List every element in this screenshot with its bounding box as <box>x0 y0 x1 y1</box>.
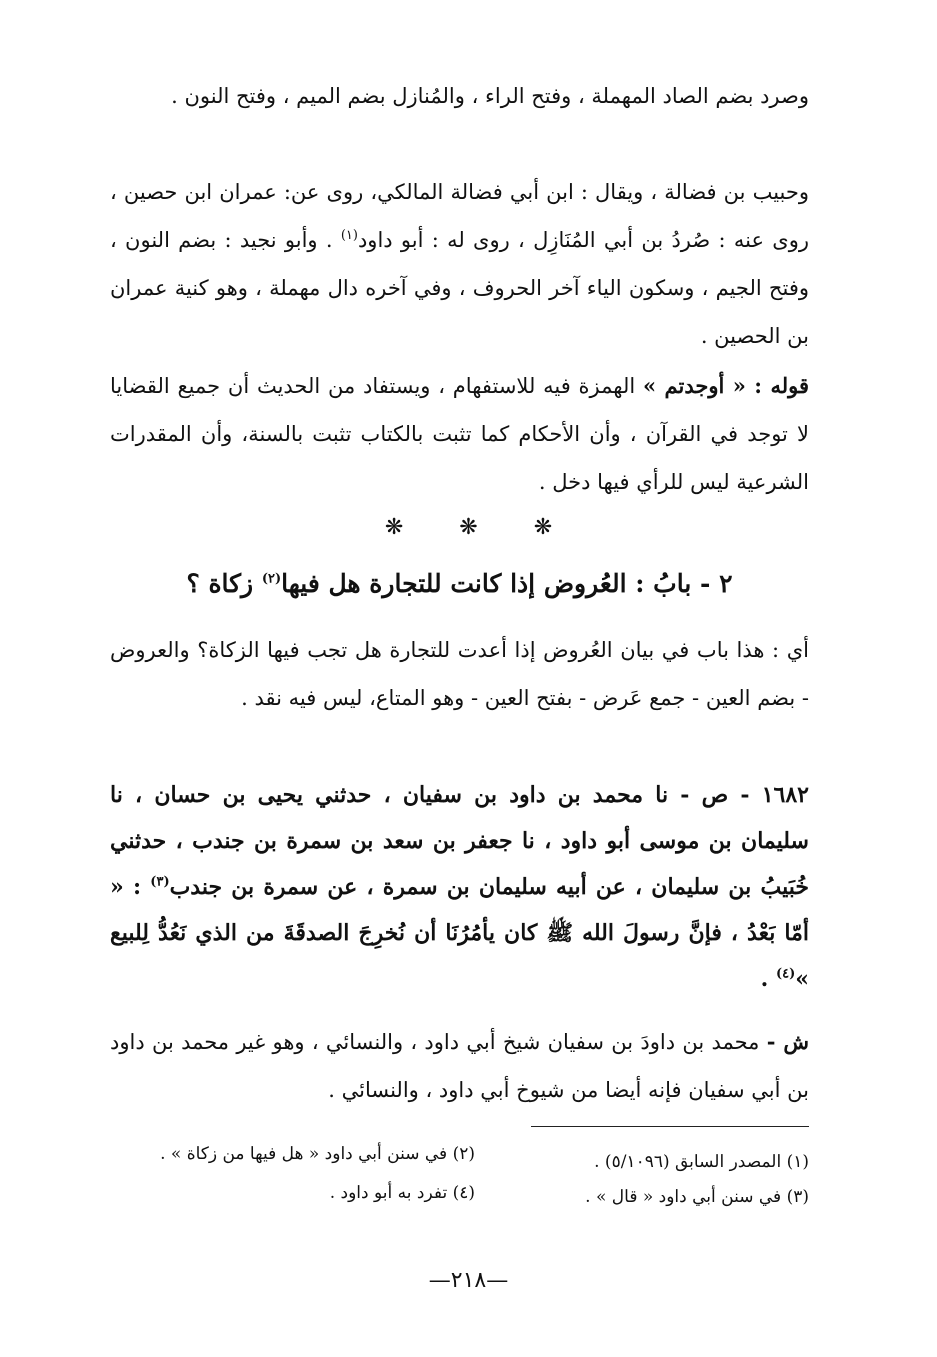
paragraph-sard <box>110 72 809 120</box>
sharh-text: محمد بن داودَ بن سفيان شيخ أبي داود ، والنسائي ، وهو غير محمد بن داود بن أبي سفيان فإنه أيضا من شيوخ أبي داود ، والنسائي . <box>110 1030 809 1102</box>
paragraph-habib <box>110 168 809 360</box>
footnote-ref-3: (٣) <box>150 874 170 890</box>
page-number: —٢١٨— <box>428 1268 509 1293</box>
footnote-4: (٤) تفرد به أبو داود . <box>329 1183 475 1203</box>
paragraph-habib-text-cont: . وأبو نجيد : بضم النون ، وفتح الجيم ، وسكون الياء آخر الحروف ، وفي آخره دال مهملة ، وهو كنية عمران بن الحصين . <box>110 228 809 348</box>
footnote-ref-2: (٢) <box>261 571 282 587</box>
chapter-title: ٢ - بابُ : العُروض إذا كانت للتجارة هل فيها <box>281 569 733 598</box>
chapter-heading <box>110 562 809 606</box>
section-separator <box>0 515 937 540</box>
footnote-3: (٣) في سنن أبي داود « قال » . <box>585 1187 809 1207</box>
footnote-1: (١) المصدر السابق (٥/١٠٩٦) . <box>594 1152 809 1172</box>
paragraph-chapter-explanation <box>110 626 809 722</box>
footnote-2: (٢) في سنن أبي داود « هل فيها من زكاة » . <box>160 1144 475 1164</box>
sharh-lead: ش - <box>766 1029 809 1054</box>
paragraph-habib-text: وحبيب بن فضالة ، ويقال : ابن أبي فضالة المالكي، روى عن: عمران ابن حصين ، روى عنه : صُردُ بن أبي المُنَازِل ، روى له : أبو داود <box>110 180 809 252</box>
hadith-matn: : « أمّا بَعْدُ ، فإنَّ رسولَ الله ﷺ كان يأمُرُنَا أن نُخرِجَ الصدقَةَ من الذي نَعُدُّ لِلبيع » <box>110 874 809 992</box>
commentary-text: الهمزة فيه للاستفهام ، ويستفاد من الحديث أن جميع القضايا لا توجد في القرآن ، وأن الأحكام كما تثبت بالكتاب تثبت بالسنة، وأن المقدرات الشرعية ليس للرأي فيها دخل . <box>110 374 809 494</box>
footnote-divider <box>531 1126 809 1127</box>
paragraph-commentary <box>110 362 809 506</box>
hadith-end: . <box>760 966 776 992</box>
paragraph-sard-text: وصرد بضم الصاد المهملة ، وفتح الراء ، والمُنازل بضم الميم ، وفتح النون . <box>171 84 809 108</box>
star-ornament-icon: ❋ <box>533 515 553 540</box>
hadith-block <box>110 772 809 1002</box>
paragraph-sharh <box>110 1018 809 1114</box>
chapter-title-cont: زكاة ؟ <box>186 569 262 598</box>
footnote-ref-1: (١) <box>340 228 358 243</box>
chapter-explanation-text: أي : هذا باب في بيان العُروض إذا أعدت للتجارة هل تجب فيها الزكاة؟ والعروض - بضم العين - جمع عَرض - بفتح العين - وهو المتاع، ليس فيه نقد . <box>110 638 809 710</box>
hadith-isnad: ١٦٨٢ - ص - نا محمد بن داود بن سفيان ، حدثني يحيى بن حسان ، نا سليمان بن موسى أبو داود ، نا جعفر بن سعد بن سمرة بن جندب ، حدثني خُبَيبُ بن سليمان ، عن أبيه سليمان بن سمرة ، عن سمرة بن جندب <box>110 782 809 900</box>
star-ornament-icon: ❋ <box>459 515 478 540</box>
commentary-lead: قوله : « أوجدتم » <box>642 373 809 398</box>
star-ornament-icon: ❋ <box>384 515 404 540</box>
footnote-ref-4: (٤) <box>775 966 796 982</box>
